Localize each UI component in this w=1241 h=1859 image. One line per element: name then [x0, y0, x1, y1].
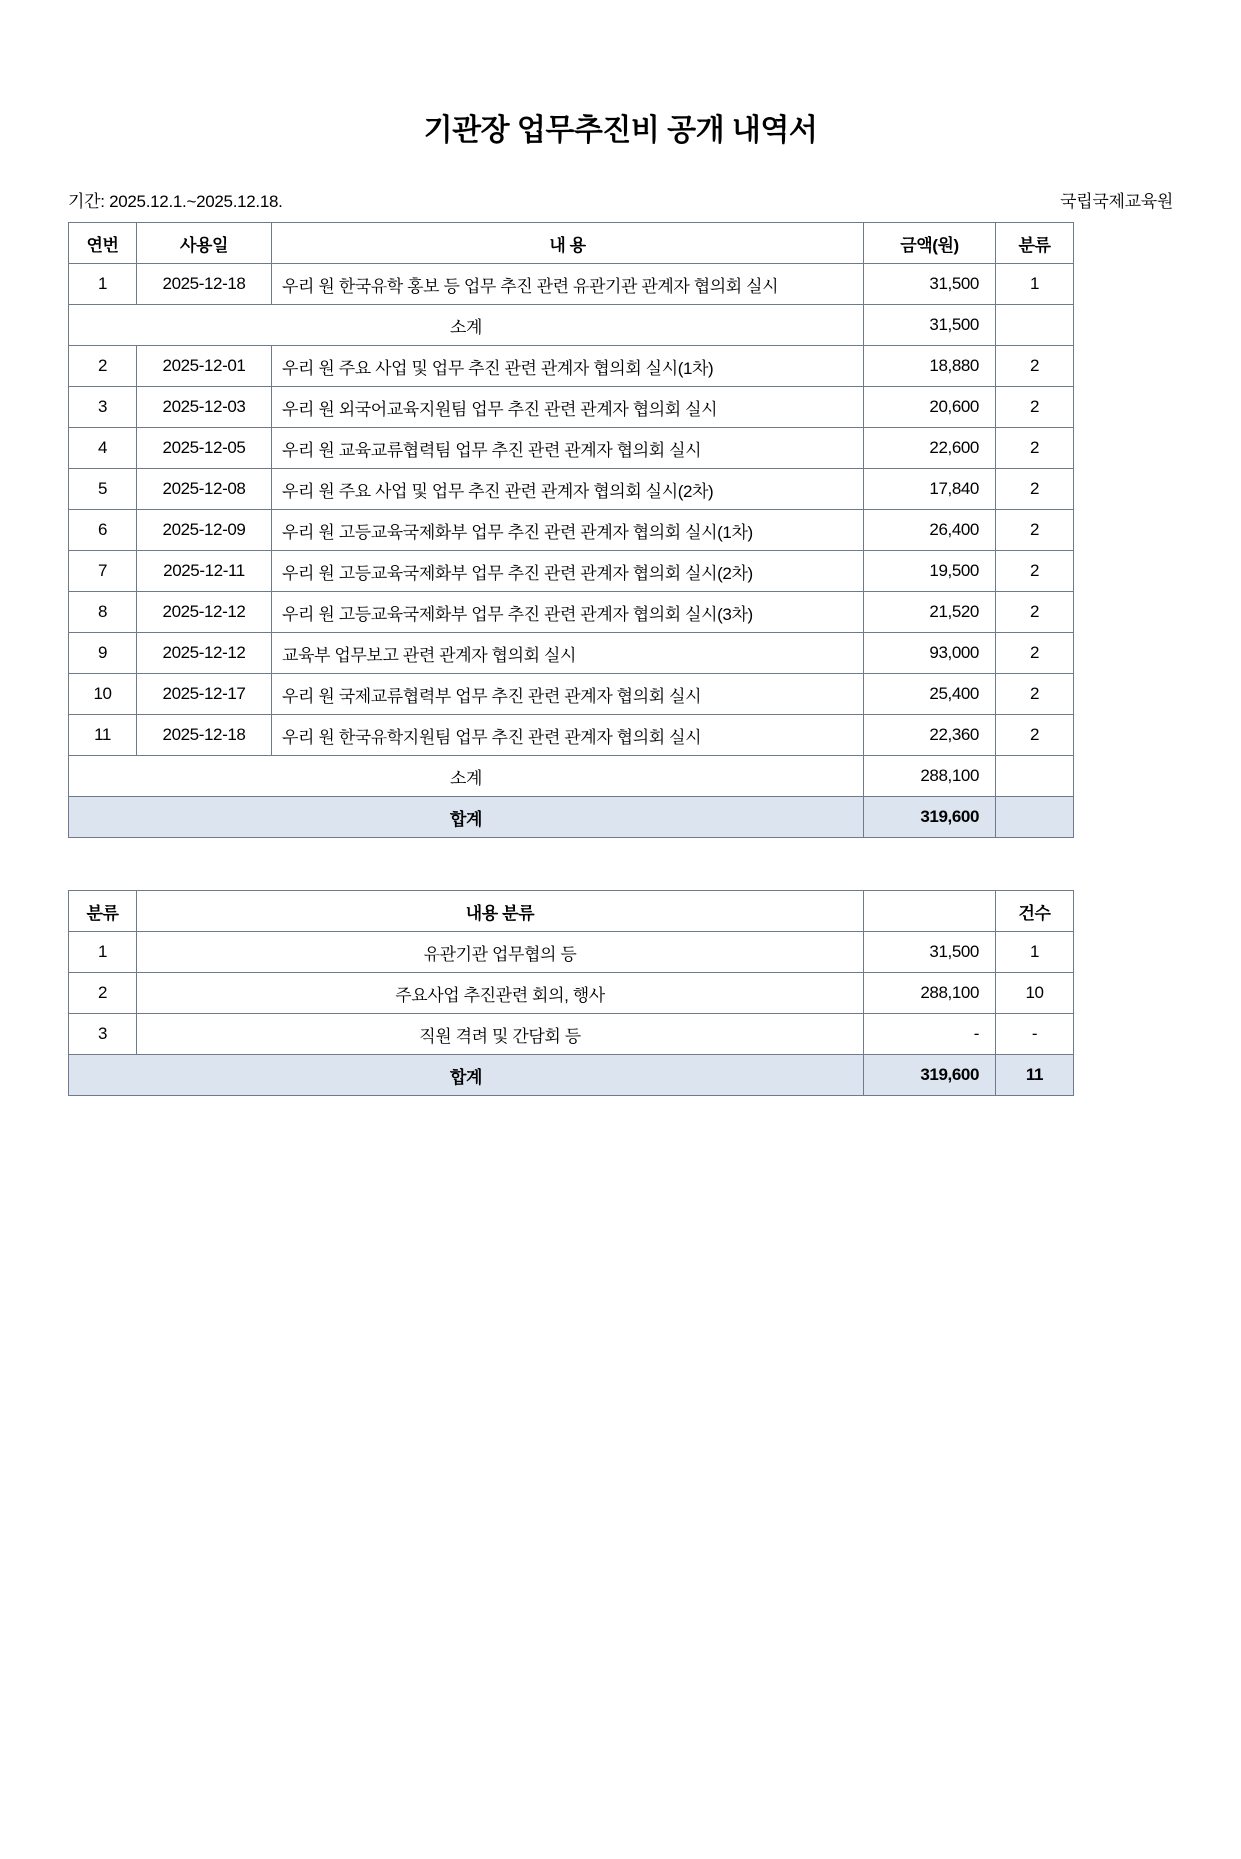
cell-amount: 21,520 — [864, 592, 996, 633]
cell-category: 2 — [996, 551, 1074, 592]
table-subtotal-row — [69, 756, 1074, 797]
cell-no: 3 — [69, 387, 137, 428]
column-header-category: 분류 — [996, 223, 1074, 264]
cell-amount: - — [864, 1014, 996, 1055]
cell-no: 9 — [69, 633, 137, 674]
cell-subtotal-category — [996, 305, 1074, 346]
cell-category: 2 — [69, 973, 137, 1014]
cell-date: 2025-12-11 — [137, 551, 272, 592]
cell-category: 3 — [69, 1014, 137, 1055]
cell-amount: 17,840 — [864, 469, 996, 510]
cell-desc: 우리 원 주요 사업 및 업무 추진 관련 관계자 협의회 실시(2차) — [272, 469, 864, 510]
cell-no: 11 — [69, 715, 137, 756]
column-header-category: 분류 — [69, 891, 137, 932]
column-header-category-desc: 내용 분류 — [137, 891, 864, 932]
table-row — [69, 346, 1074, 387]
cell-total-amount: 319,600 — [864, 1055, 996, 1096]
table-row — [69, 1014, 1074, 1055]
table-header-row — [69, 891, 1074, 932]
cell-category-desc: 주요사업 추진관련 회의, 행사 — [137, 973, 864, 1014]
table-row — [69, 973, 1074, 1014]
cell-category-desc: 유관기관 업무협의 등 — [137, 932, 864, 973]
cell-desc: 우리 원 주요 사업 및 업무 추진 관련 관계자 협의회 실시(1차) — [272, 346, 864, 387]
page-title: 기관장 업무추진비 공개 내역서 — [423, 114, 818, 147]
cell-count: - — [996, 1014, 1074, 1055]
column-header-no: 연번 — [69, 223, 137, 264]
cell-category: 2 — [996, 510, 1074, 551]
cell-desc: 우리 원 교육교류협력팀 업무 추진 관련 관계자 협의회 실시 — [272, 428, 864, 469]
column-header-amount: 금액(원) — [864, 223, 996, 264]
cell-category: 2 — [996, 674, 1074, 715]
column-header-date: 사용일 — [137, 223, 272, 264]
cell-no: 10 — [69, 674, 137, 715]
cell-date: 2025-12-01 — [137, 346, 272, 387]
cell-total-category — [996, 797, 1074, 838]
column-header-count: 건수 — [996, 891, 1074, 932]
cell-amount: 20,600 — [864, 387, 996, 428]
cell-category: 2 — [996, 592, 1074, 633]
cell-no: 2 — [69, 346, 137, 387]
category-summary-table — [68, 890, 1074, 1096]
cell-no: 6 — [69, 510, 137, 551]
cell-date: 2025-12-03 — [137, 387, 272, 428]
cell-desc: 우리 원 고등교육국제화부 업무 추진 관련 관계자 협의회 실시(2차) — [272, 551, 864, 592]
cell-date: 2025-12-05 — [137, 428, 272, 469]
cell-category: 2 — [996, 633, 1074, 674]
cell-category-desc: 직원 격려 및 간담회 등 — [137, 1014, 864, 1055]
cell-category: 1 — [996, 264, 1074, 305]
cell-subtotal-label: 소계 — [69, 305, 864, 346]
table-row — [69, 932, 1074, 973]
table-row — [69, 428, 1074, 469]
cell-amount: 22,600 — [864, 428, 996, 469]
table-total-row — [69, 797, 1074, 838]
cell-no: 1 — [69, 264, 137, 305]
cell-desc: 우리 원 외국어교육지원팀 업무 추진 관련 관계자 협의회 실시 — [272, 387, 864, 428]
table-row — [69, 715, 1074, 756]
cell-desc: 우리 원 고등교육국제화부 업무 추진 관련 관계자 협의회 실시(1차) — [272, 510, 864, 551]
cell-date: 2025-12-08 — [137, 469, 272, 510]
document-page — [0, 105, 1241, 1859]
organization-name: 국립국제교육원 — [1060, 192, 1173, 211]
cell-category: 1 — [69, 932, 137, 973]
cell-desc: 우리 원 국제교류협력부 업무 추진 관련 관계자 협의회 실시 — [272, 674, 864, 715]
cell-total-amount: 319,600 — [864, 797, 996, 838]
cell-amount: 22,360 — [864, 715, 996, 756]
cell-date: 2025-12-09 — [137, 510, 272, 551]
cell-category: 2 — [996, 428, 1074, 469]
cell-subtotal-category — [996, 756, 1074, 797]
table-row — [69, 551, 1074, 592]
table-row — [69, 674, 1074, 715]
cell-category: 2 — [996, 469, 1074, 510]
cell-subtotal-label: 소계 — [69, 756, 864, 797]
column-header-desc: 내 용 — [272, 223, 864, 264]
cell-count: 10 — [996, 973, 1074, 1014]
column-header-amount — [864, 891, 996, 932]
cell-date: 2025-12-12 — [137, 592, 272, 633]
cell-desc: 우리 원 한국유학지원팀 업무 추진 관련 관계자 협의회 실시 — [272, 715, 864, 756]
period-label: 기간: 2025.12.1.~2025.12.18. — [68, 192, 283, 211]
cell-amount: 288,100 — [864, 973, 996, 1014]
cell-no: 8 — [69, 592, 137, 633]
table-row — [69, 469, 1074, 510]
cell-subtotal-amount: 31,500 — [864, 305, 996, 346]
cell-no: 4 — [69, 428, 137, 469]
cell-amount: 31,500 — [864, 932, 996, 973]
cell-category: 2 — [996, 346, 1074, 387]
table-header-row — [69, 223, 1074, 264]
cell-category: 2 — [996, 715, 1074, 756]
cell-date: 2025-12-12 — [137, 633, 272, 674]
cell-date: 2025-12-18 — [137, 715, 272, 756]
cell-amount: 31,500 — [864, 264, 996, 305]
cell-amount: 93,000 — [864, 633, 996, 674]
cell-date: 2025-12-18 — [137, 264, 272, 305]
document-meta — [68, 187, 1173, 212]
table-row — [69, 633, 1074, 674]
cell-amount: 19,500 — [864, 551, 996, 592]
cell-subtotal-amount: 288,100 — [864, 756, 996, 797]
table-total-row — [69, 1055, 1074, 1096]
cell-category: 2 — [996, 387, 1074, 428]
cell-desc: 우리 원 고등교육국제화부 업무 추진 관련 관계자 협의회 실시(3차) — [272, 592, 864, 633]
cell-desc: 우리 원 한국유학 홍보 등 업무 추진 관련 유관기관 관계자 협의회 실시 — [272, 264, 864, 305]
cell-total-count: 11 — [996, 1055, 1074, 1096]
cell-count: 1 — [996, 932, 1074, 973]
table-row — [69, 592, 1074, 633]
cell-amount: 25,400 — [864, 674, 996, 715]
cell-no: 7 — [69, 551, 137, 592]
cell-no: 5 — [69, 469, 137, 510]
cell-amount: 26,400 — [864, 510, 996, 551]
cell-date: 2025-12-17 — [137, 674, 272, 715]
cell-total-label: 합계 — [69, 797, 864, 838]
cell-total-label: 합계 — [69, 1055, 864, 1096]
table-row — [69, 264, 1074, 305]
table-subtotal-row — [69, 305, 1074, 346]
table-row — [69, 510, 1074, 551]
cell-desc: 교육부 업무보고 관련 관계자 협의회 실시 — [272, 633, 864, 674]
cell-amount: 18,880 — [864, 346, 996, 387]
expense-detail-table — [68, 222, 1074, 838]
table-row — [69, 387, 1074, 428]
